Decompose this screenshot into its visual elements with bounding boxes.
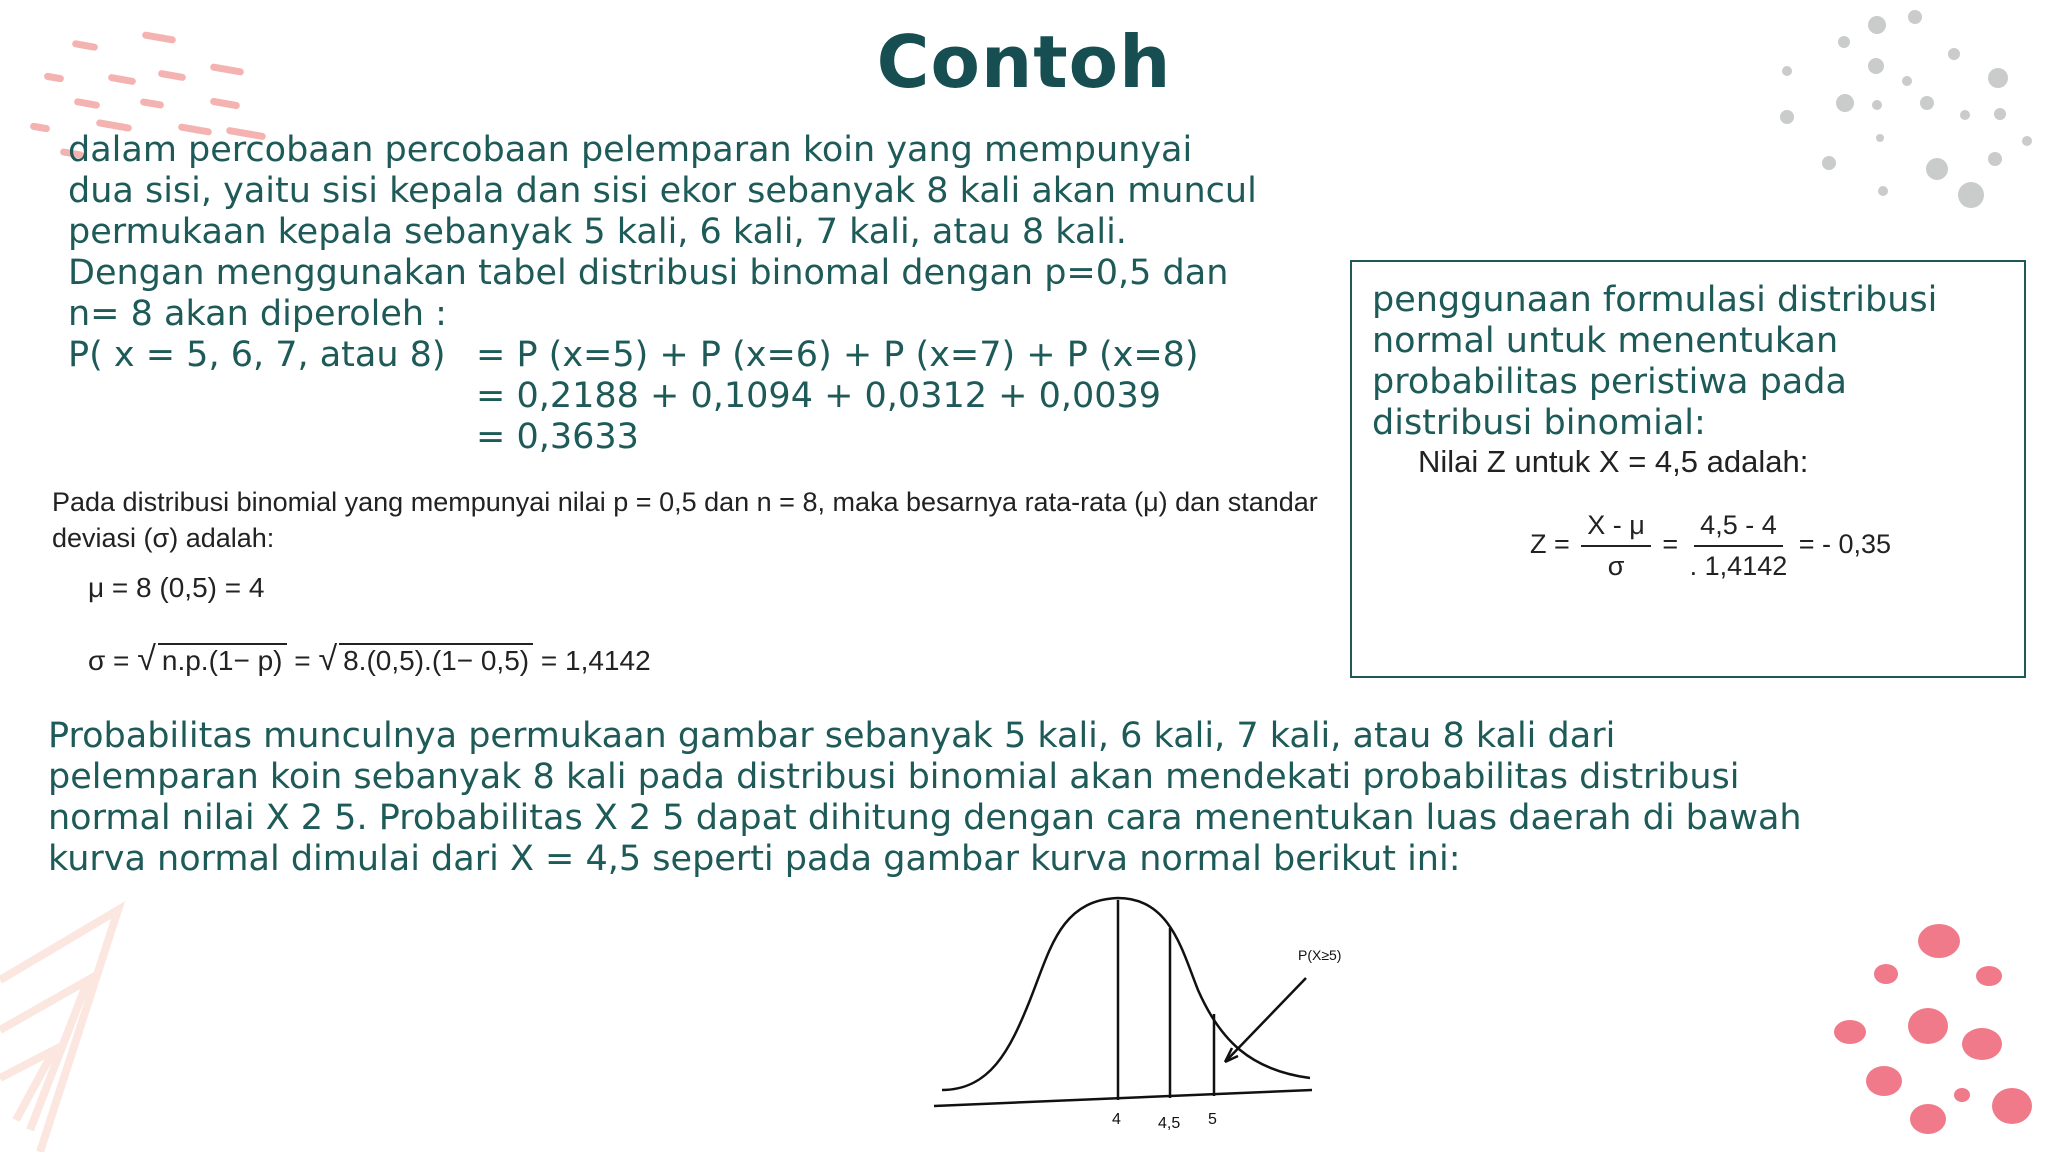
sigma-sqrt-2: 8.(0,5).(1− 0,5) bbox=[339, 643, 533, 677]
curve-label: P(X≥5) bbox=[1298, 947, 1342, 963]
z-heading: Nilai Z untuk X = 4,5 adalah: bbox=[1418, 444, 1809, 479]
calc-rhs bbox=[476, 335, 1199, 458]
calc-line-1: = P (x=5) + P (x=6) + P (x=7) + P (x=8) bbox=[476, 335, 1199, 375]
sigma-sqrt-1: n.p.(1− p) bbox=[158, 643, 287, 677]
sigma-result: = 1,4142 bbox=[533, 645, 651, 676]
z-frac1-num: X - μ bbox=[1581, 510, 1651, 547]
baseline bbox=[934, 1090, 1312, 1106]
calc-lhs: P( x = 5, 6, 7, atau 8) bbox=[68, 335, 446, 375]
decor-triangle-bottom-left bbox=[0, 900, 130, 1152]
z-result: = - 0,35 bbox=[1798, 529, 1892, 560]
z-frac2-num: 4,5 - 4 bbox=[1694, 510, 1783, 547]
binomial-text: Pada distribusi binomial yang mempunyai nilai p = 0,5 dan n = 8, maka besarnya rata-rata (μ) dan standar deviasi (σ) adalah: bbox=[52, 487, 1318, 553]
z-fraction-1 bbox=[1581, 510, 1651, 582]
slide-title: Contoh bbox=[876, 20, 1172, 104]
sigma-mid: = bbox=[286, 645, 319, 676]
z-fraction-2 bbox=[1690, 510, 1788, 582]
normal-curve-figure bbox=[920, 880, 1360, 1140]
conclusion-paragraph: Probabilitas munculnya permukaan gambar sebanyak 5 kali, 6 kali, 7 kali, atau 8 kali dari pelemparan koin sebanyak 8 kali pada distribusi binomial akan mendekati probabilitas distribusi normal nilai X 2 5. Probabilitas X 2 5 dapat dihitung dengan cara menentukan luas daerah di bawah kurva normal dimulai dari X = 4,5 seperti pada gambar kurva normal berikut ini: bbox=[48, 716, 1802, 879]
box-paragraph: penggunaan formulasi distribusi normal untuk menentukan probabilitas peristiwa pada distribusi binomial: bbox=[1372, 280, 1938, 443]
mu-formula: μ = 8 (0,5) = 4 bbox=[88, 572, 265, 603]
sqrt-icon: √ bbox=[318, 640, 338, 678]
sigma-formula bbox=[88, 640, 651, 679]
z-formula bbox=[1530, 510, 1891, 582]
z-eq: = bbox=[1662, 529, 1679, 560]
tick-label-5: 5 bbox=[1208, 1111, 1217, 1128]
normal-curve bbox=[942, 898, 1310, 1090]
calc-line-2: = 0,2188 + 0,1094 + 0,0312 + 0,0039 bbox=[476, 376, 1162, 416]
arrow-line bbox=[1225, 978, 1306, 1062]
z-lhs: Z = bbox=[1530, 529, 1570, 560]
z-frac1-den: σ bbox=[1607, 551, 1625, 581]
tick-label-4: 4 bbox=[1112, 1111, 1121, 1128]
z-frac2-den: . 1,4142 bbox=[1689, 551, 1788, 581]
intro-paragraph: dalam percobaan percobaan pelemparan koin yang mempunyai dua sisi, yaitu sisi kepala dan sisi ekor sebanyak 8 kali akan muncul permukaan kepala sebanyak 5 kali, 6 kali, 7 kali, atau 8 kali. Dengan menggunakan tabel distribusi binomal dengan p=0,5 dan n= 8 akan diperoleh : bbox=[68, 130, 1257, 334]
sigma-prefix: σ = bbox=[88, 645, 138, 676]
tick-label-45: 4,5 bbox=[1158, 1115, 1181, 1132]
calc-line-3: = 0,3633 bbox=[476, 417, 639, 457]
sqrt-icon: √ bbox=[137, 640, 156, 678]
